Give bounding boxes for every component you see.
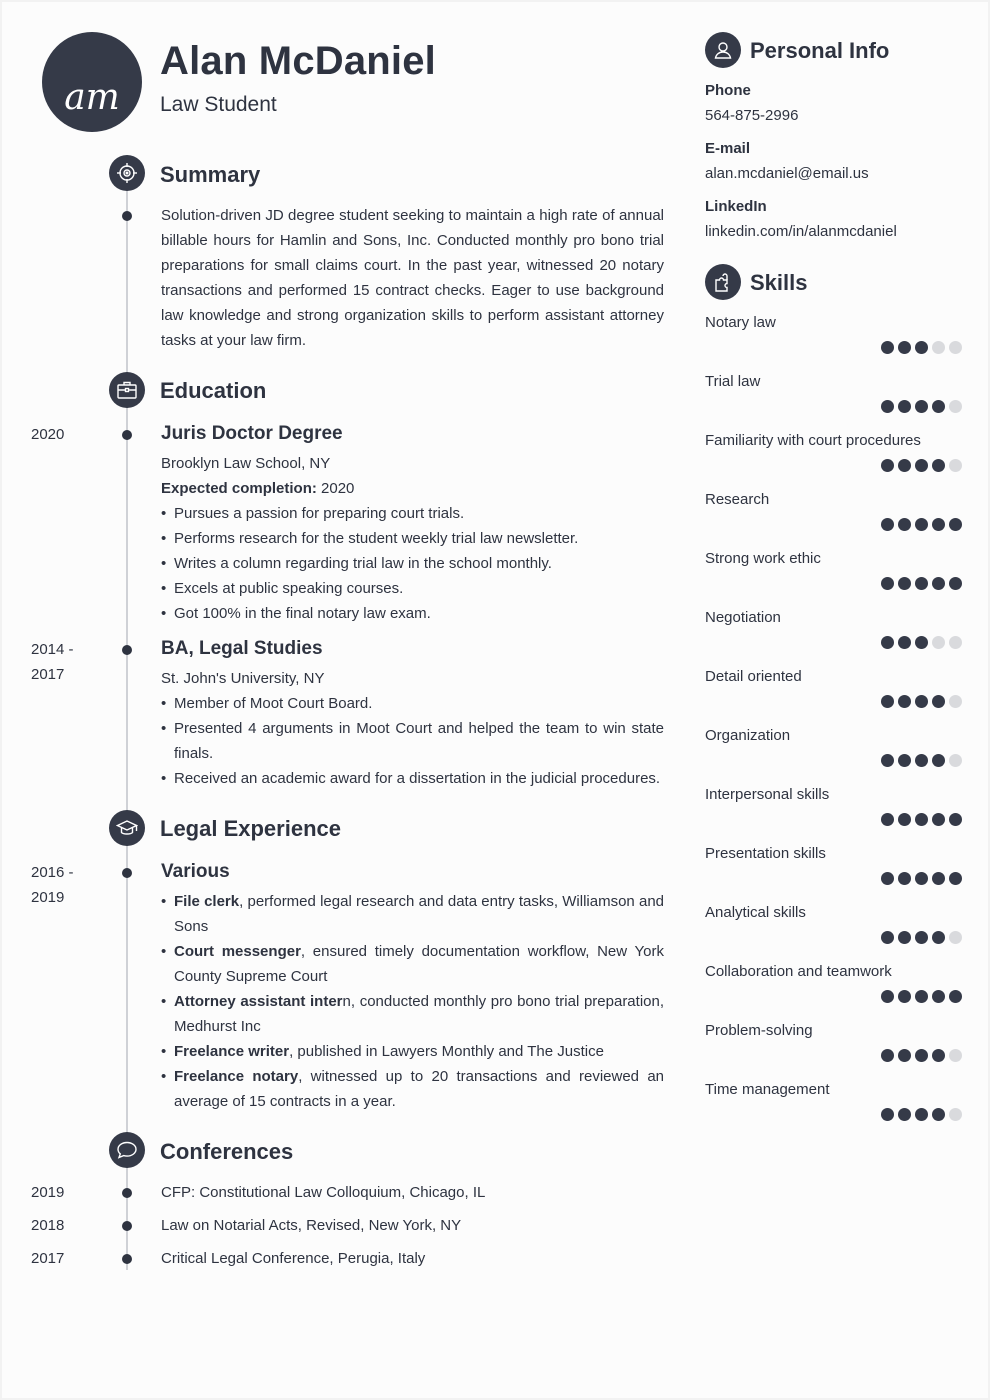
rating-dot-filled <box>932 931 945 944</box>
graduation-cap-icon <box>109 810 145 846</box>
speech-bubble-icon <box>109 1132 145 1168</box>
skill-rating <box>881 813 962 826</box>
rating-dot-filled <box>949 813 962 826</box>
skill-row <box>705 550 962 609</box>
skill-rating <box>881 518 962 531</box>
rating-dot-filled <box>932 1108 945 1121</box>
list-item <box>161 889 664 939</box>
skill-row <box>705 432 962 491</box>
job-title: Various <box>161 861 230 882</box>
skill-name: Trial law <box>705 373 761 390</box>
rating-dot-filled <box>881 400 894 413</box>
phone-value: 564-875-2996 <box>705 107 799 124</box>
school-name: Brooklyn Law School, NY <box>161 455 331 472</box>
rating-dot-empty <box>949 1108 962 1121</box>
skill-name: Notary law <box>705 314 776 331</box>
skill-name: Analytical skills <box>705 904 806 921</box>
skill-row <box>705 1081 962 1140</box>
role-detail: , performed legal research and data entry tasks, Williamson and Sons <box>174 893 665 935</box>
role-detail: , witnessed up to 20 transactions and reviewed an average of 15 contracts in a year. <box>174 1068 665 1110</box>
conference-name: Law on Notarial Acts, Revised, New York, NY <box>161 1217 462 1234</box>
rating-dot-filled <box>915 872 928 885</box>
list-item: • Writes a column regarding trial law in the school monthly. <box>161 551 664 576</box>
skill-rating <box>881 990 962 1003</box>
experience-date-start: 2016 - <box>31 864 74 881</box>
role-name: Court messenger <box>174 943 301 960</box>
timeline-dot <box>122 1221 132 1231</box>
skill-name: Collaboration and teamwork <box>705 963 892 980</box>
rating-dot-filled <box>932 577 945 590</box>
rating-dot-filled <box>949 577 962 590</box>
role-name: Freelance notary <box>174 1068 299 1085</box>
skill-rating <box>881 577 962 590</box>
rating-dot-filled <box>898 872 911 885</box>
rating-dot-filled <box>915 577 928 590</box>
timeline-dot <box>122 1254 132 1264</box>
list-item <box>161 1064 664 1114</box>
skill-row <box>705 727 962 786</box>
initials-avatar <box>42 32 142 132</box>
rating-dot-filled <box>881 518 894 531</box>
skill-name: Strong work ethic <box>705 550 821 567</box>
rating-dot-filled <box>932 459 945 472</box>
rating-dot-empty <box>949 636 962 649</box>
expected-completion <box>161 476 664 501</box>
experience-heading: Legal Experience <box>160 816 341 841</box>
list-item: • Received an academic award for a dissertation in the judicial procedures. <box>161 766 664 791</box>
skill-name: Organization <box>705 727 791 744</box>
skill-rating <box>881 1108 962 1121</box>
experience-bullets <box>161 889 664 1114</box>
rating-dot-empty <box>949 459 962 472</box>
rating-dot-filled <box>915 459 928 472</box>
rating-dot-empty <box>949 341 962 354</box>
rating-dot-filled <box>881 1049 894 1062</box>
rating-dot-filled <box>949 990 962 1003</box>
rating-dot-filled <box>881 341 894 354</box>
rating-dot-filled <box>932 872 945 885</box>
linkedin-label: LinkedIn <box>705 198 767 215</box>
role-detail: n, conducted monthly pro bono trial preparation, Medhurst Inc <box>174 993 665 1035</box>
rating-dot-empty <box>949 754 962 767</box>
conference-name: CFP: Constitutional Law Colloquium, Chicago, IL <box>161 1184 486 1201</box>
rating-dot-filled <box>898 754 911 767</box>
rating-dot-filled <box>915 813 928 826</box>
list-item <box>161 1039 664 1064</box>
rating-dot-empty <box>949 931 962 944</box>
rating-dot-filled <box>898 695 911 708</box>
rating-dot-filled <box>898 518 911 531</box>
skill-rating <box>881 872 962 885</box>
phone-label: Phone <box>705 82 751 99</box>
rating-dot-filled <box>881 695 894 708</box>
target-icon <box>109 155 145 191</box>
candidate-name: Alan McDaniel <box>160 39 436 83</box>
degree-title: BA, Legal Studies <box>161 638 323 659</box>
timeline-dot <box>122 1188 132 1198</box>
list-item <box>161 939 664 989</box>
rating-dot-filled <box>898 636 911 649</box>
skill-row <box>705 609 962 668</box>
rating-dot-filled <box>932 400 945 413</box>
rating-dot-filled <box>932 990 945 1003</box>
rating-dot-empty <box>949 400 962 413</box>
skill-name: Negotiation <box>705 609 781 626</box>
summary-text: Solution-driven JD degree student seeking to maintain a high rate of annual billable hours for Hamlin and Sons, Inc. Conducted monthly pro bono trial preparations for small claims court. In the past year, witnessed 20 notary transactions and performed 15 contract checks. Eager to use background law knowledge and strong organization skills to perform assistant attorney tasks at your law firm. <box>161 207 664 349</box>
avatar-initials: am <box>64 77 120 118</box>
role-name: File clerk <box>174 893 240 910</box>
education-date-end: 2017 <box>31 666 65 683</box>
rating-dot-filled <box>915 400 928 413</box>
rating-dot-filled <box>881 872 894 885</box>
conference-year: 2018 <box>31 1217 65 1234</box>
rating-dot-filled <box>932 754 945 767</box>
education-date: 2020 <box>31 426 65 443</box>
skill-row <box>705 314 962 373</box>
candidate-title: Law Student <box>160 93 277 116</box>
role-name: Freelance writer <box>174 1043 290 1060</box>
rating-dot-filled <box>898 813 911 826</box>
personal-info-heading: Personal Info <box>750 38 890 63</box>
completion-label: Expected completion: <box>161 480 317 497</box>
rating-dot-filled <box>932 1049 945 1062</box>
rating-dot-filled <box>932 813 945 826</box>
skill-rating <box>881 636 962 649</box>
skill-row <box>705 491 962 550</box>
timeline-dot <box>122 211 132 221</box>
role-detail: , published in Lawyers Monthly and The Justice <box>289 1043 604 1060</box>
skill-row <box>705 373 962 432</box>
education-bullets <box>161 691 664 791</box>
skill-rating <box>881 341 962 354</box>
skill-name: Familiarity with court procedures <box>705 432 921 449</box>
timeline-dot <box>122 645 132 655</box>
skill-name: Research <box>705 491 770 508</box>
rating-dot-filled <box>915 1108 928 1121</box>
skill-rating <box>881 400 962 413</box>
rating-dot-filled <box>915 1049 928 1062</box>
rating-dot-empty <box>949 1049 962 1062</box>
experience-date-end: 2019 <box>31 889 65 906</box>
rating-dot-filled <box>898 577 911 590</box>
skill-rating <box>881 459 962 472</box>
rating-dot-filled <box>881 577 894 590</box>
rating-dot-filled <box>932 695 945 708</box>
rating-dot-filled <box>881 931 894 944</box>
email-value: alan.mcdaniel@email.us <box>705 165 869 182</box>
rating-dot-filled <box>915 341 928 354</box>
skill-row <box>705 786 962 845</box>
skill-rating <box>881 754 962 767</box>
conference-year: 2017 <box>31 1250 65 1267</box>
rating-dot-filled <box>915 931 928 944</box>
rating-dot-filled <box>915 695 928 708</box>
timeline-dot <box>122 868 132 878</box>
rating-dot-filled <box>898 459 911 472</box>
rating-dot-filled <box>915 754 928 767</box>
rating-dot-filled <box>898 1108 911 1121</box>
summary-heading: Summary <box>160 162 261 187</box>
user-icon <box>705 32 741 68</box>
rating-dot-filled <box>881 990 894 1003</box>
puzzle-icon <box>705 264 741 300</box>
skill-name: Time management <box>705 1081 830 1098</box>
rating-dot-filled <box>898 931 911 944</box>
rating-dot-filled <box>898 1049 911 1062</box>
rating-dot-filled <box>898 990 911 1003</box>
rating-dot-filled <box>949 872 962 885</box>
list-item <box>161 989 664 1039</box>
rating-dot-filled <box>915 518 928 531</box>
skill-row <box>705 963 962 1022</box>
rating-dot-filled <box>881 459 894 472</box>
role-name: Attorney assistant inter <box>174 993 343 1010</box>
conference-name: Critical Legal Conference, Perugia, Italy <box>161 1250 426 1267</box>
skill-row <box>705 904 962 963</box>
rating-dot-filled <box>949 518 962 531</box>
education-bullets <box>161 501 664 626</box>
skill-rating <box>881 1049 962 1062</box>
skill-name: Problem-solving <box>705 1022 813 1039</box>
rating-dot-filled <box>881 636 894 649</box>
rating-dot-filled <box>898 341 911 354</box>
skill-name: Detail oriented <box>705 668 802 685</box>
list-item: • Excels at public speaking courses. <box>161 576 664 601</box>
briefcase-icon <box>109 372 145 408</box>
list-item: • Got 100% in the final notary law exam. <box>161 601 664 626</box>
completion-value: 2020 <box>316 480 355 497</box>
skill-row <box>705 668 962 727</box>
skill-name: Interpersonal skills <box>705 786 830 803</box>
rating-dot-filled <box>881 754 894 767</box>
skill-row <box>705 845 962 904</box>
rating-dot-filled <box>881 813 894 826</box>
school-name: St. John's University, NY <box>161 670 325 687</box>
skill-rating <box>881 695 962 708</box>
linkedin-value: linkedin.com/in/alanmcdaniel <box>705 223 897 240</box>
rating-dot-filled <box>915 990 928 1003</box>
education-date-start: 2014 - <box>31 641 74 658</box>
skills-heading: Skills <box>750 270 808 295</box>
list-item: • Pursues a passion for preparing court trials. <box>161 501 664 526</box>
rating-dot-filled <box>898 400 911 413</box>
timeline-line <box>126 190 128 1270</box>
conferences-heading: Conferences <box>160 1139 294 1164</box>
list-item: • Performs research for the student weekly trial law newsletter. <box>161 526 664 551</box>
conference-year: 2019 <box>31 1184 65 1201</box>
skill-rating <box>881 931 962 944</box>
rating-dot-filled <box>932 518 945 531</box>
role-detail: , ensured timely documentation workflow, New York County Supreme Court <box>174 943 664 985</box>
timeline-dot <box>122 430 132 440</box>
rating-dot-empty <box>932 636 945 649</box>
resume-page <box>2 2 988 1398</box>
rating-dot-filled <box>915 636 928 649</box>
education-heading: Education <box>160 378 267 403</box>
skill-row <box>705 1022 962 1081</box>
rating-dot-filled <box>881 1108 894 1121</box>
rating-dot-empty <box>932 341 945 354</box>
degree-title: Juris Doctor Degree <box>161 423 343 444</box>
skill-name: Presentation skills <box>705 845 826 862</box>
email-label: E-mail <box>705 140 751 157</box>
list-item: • Presented 4 arguments in Moot Court and helped the team to win state finals. <box>161 716 664 766</box>
list-item: • Member of Moot Court Board. <box>161 691 664 716</box>
rating-dot-empty <box>949 695 962 708</box>
